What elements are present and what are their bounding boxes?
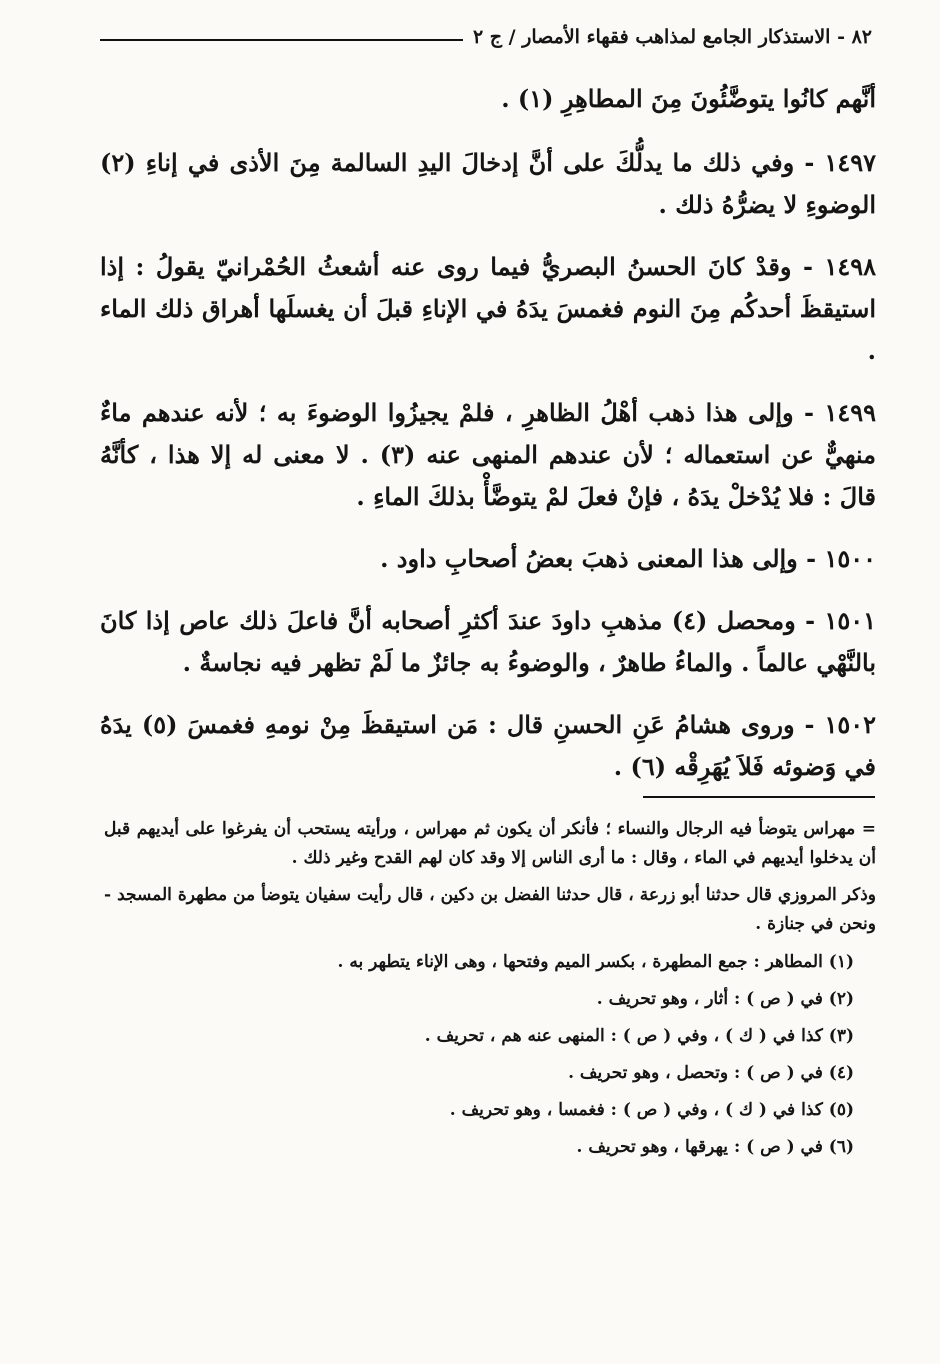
paragraph-1497: ١٤٩٧ - وفي ذلك ما يدلُّكَ على أنَّ إدخالَ اليدِ السالمة مِنَ الأذى في إناءِ (٢) الوضوءِ لا يضرُّهُ ذلك . [100,148,876,219]
footnote-4: (٤) في ( ص ) : وتحصل ، وهو تحريف . [568,1063,854,1083]
footnote-continuation: = مهراس يتوضأ فيه الرجال والنساء ؛ فأنكر أن يكون ثم مهراس ، ورأيته يستحب أن يفرغوا على أيديهم قبل أن يدخلوا أيديهم في الماء ، وقال : ما أرى الناس إلا وقد كان لهم القدح وغير ذلك . [104,819,876,868]
footnote-list [104,947,876,1162]
running-header [100,26,872,48]
footnotes [104,815,876,1169]
footnote-separator [643,796,875,798]
paragraph-1498: ١٤٩٨ - وقدْ كانَ الحسنُ البصريُّ فيما روى عنه أشعثُ الحُمْرانيّ يقولُ : إذا استيقظَ أحدكُم مِنَ النوم فغمسَ يدَهُ في الإناءِ قبلَ أن يغسلَها أهراق ذلك الماء . [100,252,876,365]
paragraph-1501: ١٥٠١ - ومحصل (٤) مذهبِ داودَ عندَ أكثرِ أصحابه أنَّ فاعلَ ذلك عاص إذا كانَ بالنَّهْي عالماً . والماءُ طاهرٌ ، والوضوءُ به جائزٌ ما لَمْ تظهر فيه نجاسةٌ . [100,606,877,677]
main-text [100,78,876,808]
paragraph-1502: ١٥٠٢ - وروى هشامُ عَنِ الحسنِ قال : مَن استيقظَ مِنْ نومهِ فغمسَ (٥) يدَهُ في وَضوئه فَلاَ يُهَرِقْه (٦) . [100,710,877,781]
footnote-2: (٢) في ( ص ) : أثار ، وهو تحريف . [596,989,854,1009]
footnote-6: (٦) في ( ص ) : يهرقها ، وهو تحريف . [576,1137,854,1157]
header-rule [100,39,463,41]
footnote-1: (١) المطاهر : جمع المطهرة ، بكسر الميم وفتحها ، وهى الإناء يتطهر به . [337,952,854,972]
paragraph-continuation: أنَّهم كانُوا يتوضَّئُونَ مِنَ المطاهِرِ (١) . [501,84,876,113]
footnote-paragraph: وذكر المروزي قال حدثنا أبو زرعة ، قال حدثنا الفضل بن دكين ، قال رأيت سفيان يتوضأ من مطهرة المسجد - ونحن في جنازة . [104,885,876,934]
footnote-5: (٥) كذا في ( ك ) ، وفي ( ص ) : فغمسا ، وهو تحريف . [449,1100,854,1120]
header-text: ٨٢ - الاستذكار الجامع لمذاهب فقهاء الأمصار / ج ٢ [472,26,872,48]
footnote-3: (٣) كذا في ( ك ) ، وفي ( ص ) : المنهى عنه هم ، تحريف . [424,1026,854,1046]
paragraph-1500: ١٥٠٠ - وإلى هذا المعنى ذهبَ بعضُ أصحابِ داود . [380,544,876,573]
paragraph-1499: ١٤٩٩ - وإلى هذا ذهب أهْلُ الظاهرِ ، فلمْ يجيزُوا الوضوءَ به ؛ لأنه عندهم ماءٌ منهيٌّ عن استعماله ؛ لأن عندهم المنهى عنه (٣) . لا معنى له إلا هذا ، كأنَّهُ قالَ : فلا يُدْخلْ يدَهُ ، فإنْ فعلَ لمْ يتوضَّأْ بذلكَ الماءِ . [100,398,876,511]
